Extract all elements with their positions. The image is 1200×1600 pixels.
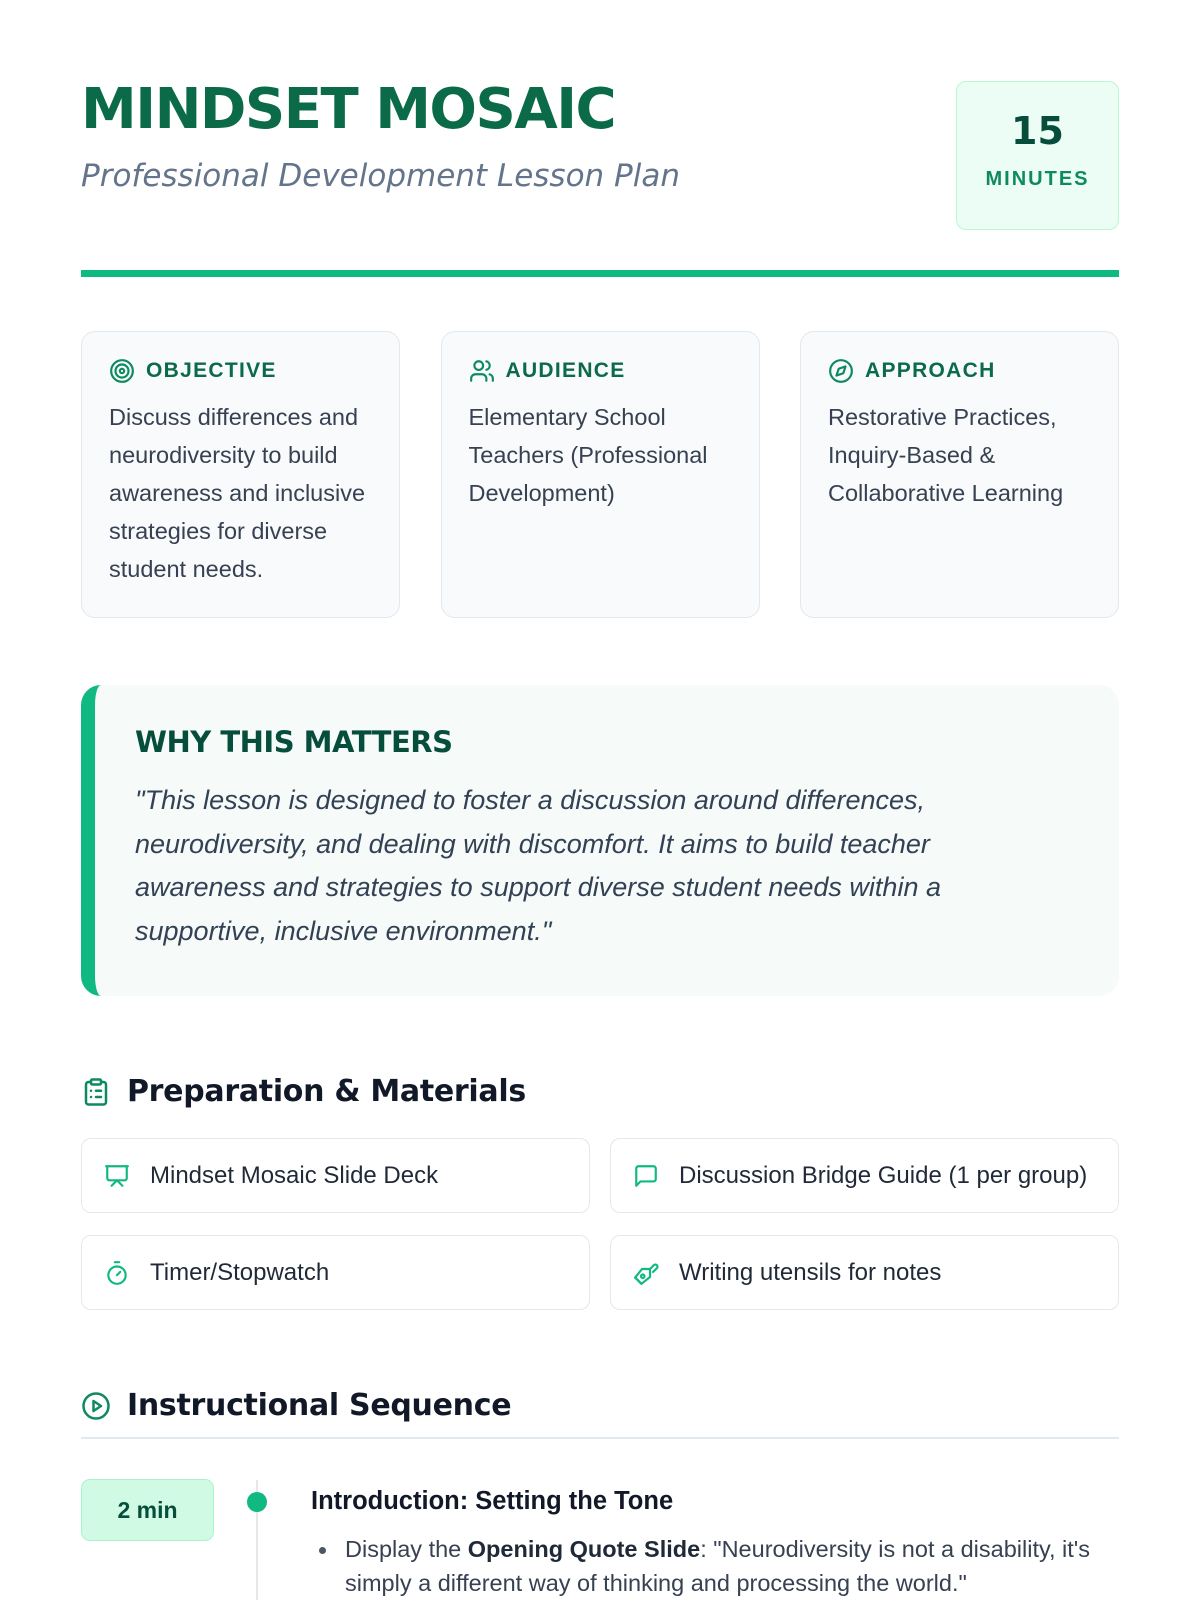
card-text: Restorative Practices, Inquiry-Based & Collaborative Learning [828,404,1064,506]
bullet-suffix: : "Neurodiversity is not a disability, it's simply a different way of thinking and processing the world." [345,1536,1091,1596]
message-square-icon [633,1163,659,1189]
card-text: Elementary School Teachers (Professional Development) [468,404,708,506]
material-item [610,1138,1119,1213]
step-title: Introduction: Setting the Tone [311,1487,674,1515]
materials-grid [81,1138,1119,1310]
material-label: Writing utensils for notes [679,1258,942,1286]
header-divider [81,270,1119,277]
bullet-prefix: Display the [345,1536,468,1562]
users-icon [469,358,495,384]
card-header [109,356,373,386]
card-header [828,356,1092,386]
card-label: APPROACH [865,359,996,382]
callout-title: WHY THIS MATTERS [135,725,453,759]
callout-quote: "This lesson is designed to foster a discussion around differences, neurodiversity, and dealing with discomfort. It aims to build teacher awareness and strategies to support diverse student needs within a supportive, inclusive environment." [135,785,941,946]
section-title: Instructional Sequence [127,1388,512,1423]
material-label: Discussion Bridge Guide (1 per group) [679,1161,1088,1189]
info-cards [81,331,1119,618]
timeline-dot [247,1492,267,1512]
timer-icon [104,1260,130,1286]
clipboard-icon [81,1077,111,1107]
duration-value: 15 [1011,109,1064,153]
material-item [81,1235,590,1310]
section-title: Preparation & Materials [127,1074,526,1109]
material-label: Timer/Stopwatch [150,1258,330,1286]
duration-unit: MINUTES [985,168,1090,190]
compass-icon [828,358,854,384]
page-title: MINDSET MOSAIC [81,77,616,142]
page-subtitle: Professional Development Lesson Plan [81,158,680,194]
material-label: Mindset Mosaic Slide Deck [150,1161,439,1189]
card-label: OBJECTIVE [146,359,277,382]
section-divider [81,1437,1119,1439]
bullet-emphasis: Opening Quote Slide [467,1536,701,1562]
audience-card [441,331,760,618]
step-time-badge: 2 min [81,1479,214,1541]
card-text: Discuss differences and neurodiversity to build awareness and inclusive strategies for diverse student needs. [109,404,366,582]
pen-icon [633,1260,659,1286]
material-item [81,1138,590,1213]
header [81,0,1119,276]
sequence-section-header [81,1388,511,1423]
why-this-matters-callout [81,685,1119,996]
play-circle-icon [81,1391,111,1421]
step-bullets [311,1532,1111,1600]
step-bullet [311,1532,1111,1600]
material-item [610,1235,1119,1310]
duration-badge [956,81,1119,230]
approach-card [800,331,1119,618]
card-header [469,356,733,386]
objective-card [81,331,400,618]
card-label: AUDIENCE [505,359,626,382]
materials-section-header [81,1074,526,1109]
presentation-icon [104,1163,130,1189]
target-icon [109,358,135,384]
